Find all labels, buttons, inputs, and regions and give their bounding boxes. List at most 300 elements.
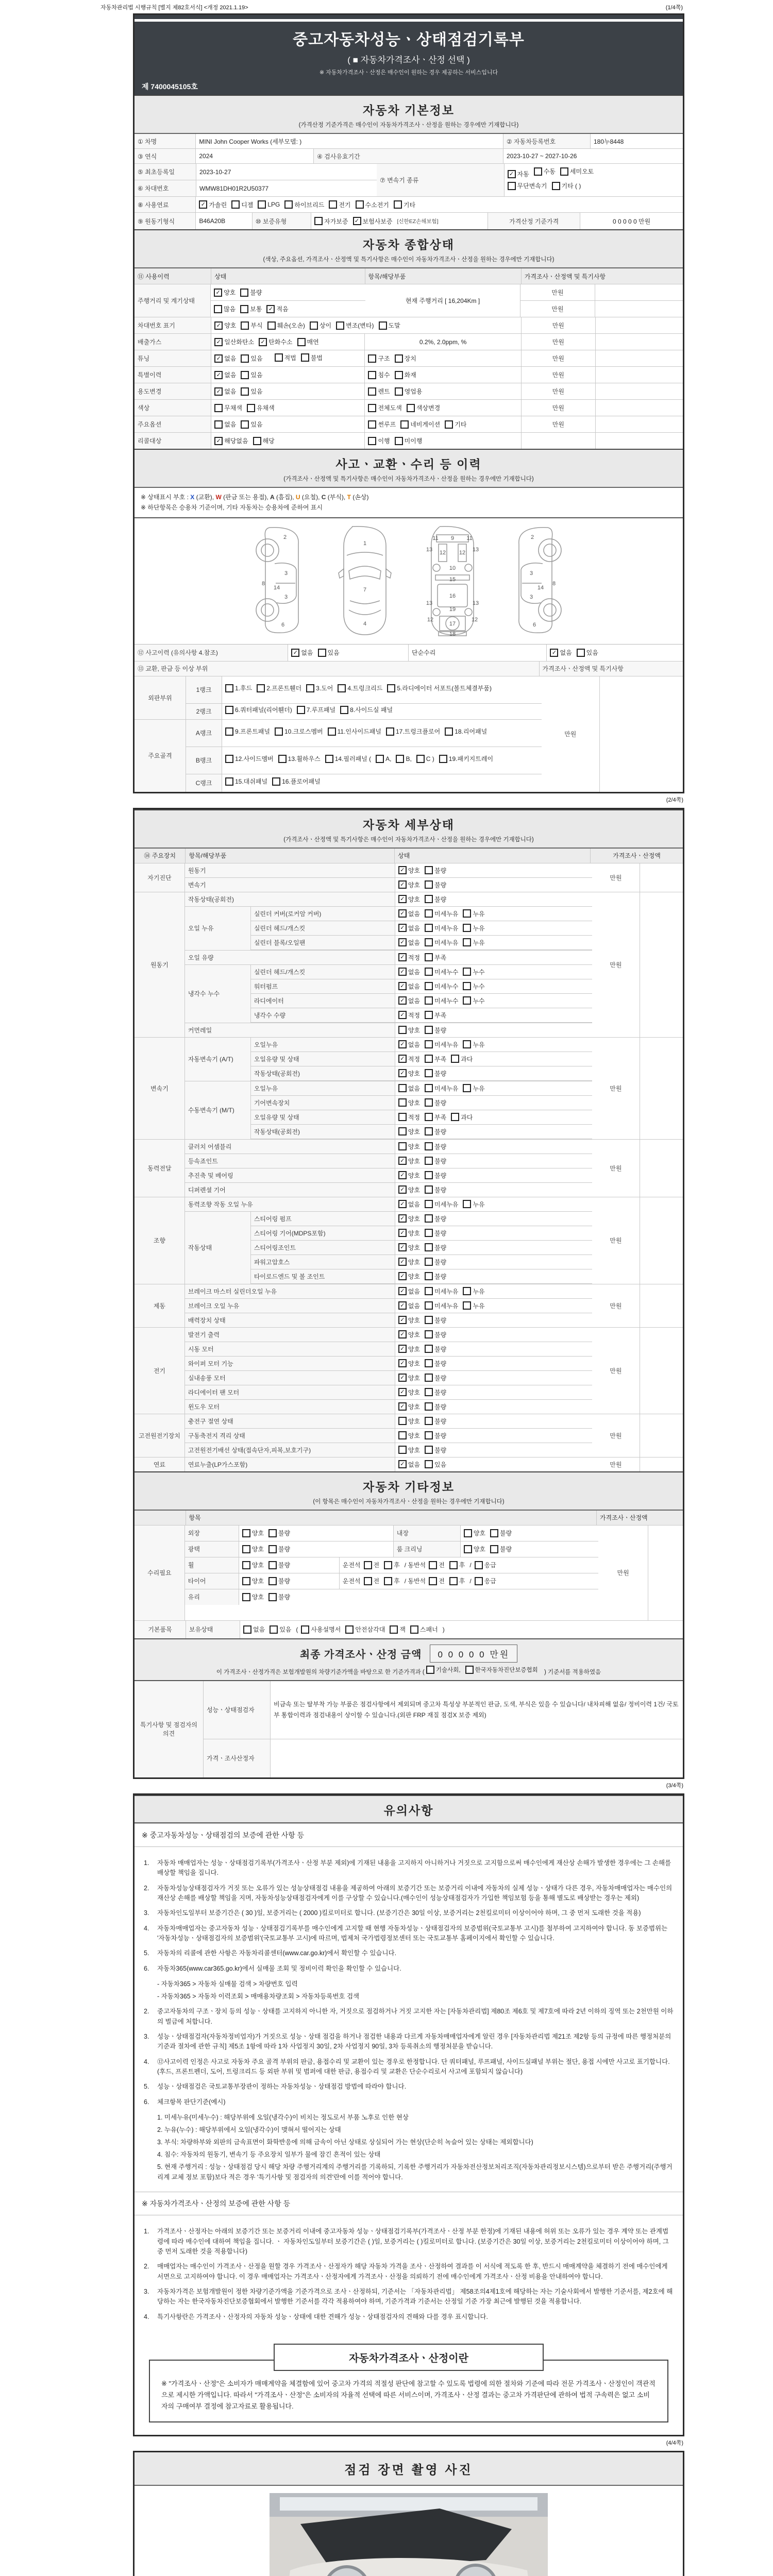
- checkbox-썬루프[interactable]: 썬루프: [368, 420, 396, 429]
- checkbox-미세누수[interactable]: 미세누수: [425, 968, 458, 976]
- checkbox-양호[interactable]: 양호: [242, 1561, 264, 1569]
- inline-text: 운전석: [342, 1562, 361, 1569]
- cell: 리콜대상: [135, 433, 211, 449]
- cell: B랭크: [186, 747, 222, 774]
- checkbox-누수[interactable]: 누수: [463, 982, 484, 991]
- inline-text: /: [469, 1577, 472, 1585]
- basic-info-title: 자동차 기본정보: [363, 104, 455, 117]
- final-price-band: [135, 1638, 683, 1681]
- checkbox-양호[interactable]: ✓ 양호: [398, 1243, 420, 1252]
- accident-history-rows: [135, 645, 683, 792]
- checkbox-전[interactable]: 전: [364, 1577, 380, 1585]
- checkbox-양호[interactable]: 양호: [398, 1417, 420, 1426]
- checkbox-양호[interactable]: 양호: [242, 1529, 264, 1537]
- notice-head-1: ※ 중고자동차성능ㆍ상태점검의 보증에 관한 사항 등: [135, 1823, 683, 1847]
- checkbox-후[interactable]: 후: [384, 1577, 400, 1585]
- checkbox-전체도색[interactable]: 전체도색: [368, 403, 401, 412]
- cell: 가격ㆍ조사산정자: [204, 1739, 271, 1777]
- checkbox-적정[interactable]: ✓ 적정: [398, 1011, 420, 1020]
- cell: [640, 863, 683, 892]
- cell: 냉각수 누수: [185, 965, 251, 1023]
- checkbox-19.패키지트레이[interactable]: 19.패키지트레이: [439, 754, 493, 765]
- checkbox-양호[interactable]: 양호: [464, 1529, 485, 1537]
- svg-text:11: 11: [432, 535, 439, 541]
- checkbox-누유[interactable]: 누유: [463, 909, 484, 918]
- detail-subrow: [251, 1066, 592, 1081]
- checkbox-없음[interactable]: 없음: [243, 1625, 265, 1634]
- page-box-3: [133, 1793, 684, 2437]
- checkbox-네비게이션[interactable]: 네비게이션: [400, 420, 440, 429]
- checkbox-불법[interactable]: 불법: [301, 353, 323, 362]
- checkbox-없음[interactable]: ✓ 없음: [398, 938, 420, 947]
- repair-group: [135, 1526, 683, 1621]
- checkbox-세미오토[interactable]: 세미오토: [560, 166, 594, 178]
- checkbox-15.대쉬패널[interactable]: 15.대쉬패널: [225, 776, 267, 788]
- final-price-label: 최종 가격조사ㆍ산정 금액: [299, 1649, 422, 1660]
- cell: 스티어링 기어(MDPS포함): [251, 1226, 395, 1240]
- checkbox-있음[interactable]: 있음: [241, 387, 262, 396]
- cell: 가격산정 기준가격: [488, 213, 580, 229]
- checkbox-수소전기[interactable]: 수소전기: [356, 200, 389, 209]
- checkbox-누유[interactable]: 누유: [463, 1040, 484, 1049]
- checkbox-누수[interactable]: 누수: [463, 996, 484, 1005]
- checkbox-미세누수[interactable]: 미세누수: [425, 982, 458, 991]
- checkbox-양호[interactable]: 양호: [398, 1142, 420, 1151]
- checkbox-양호[interactable]: ✓ 양호: [398, 880, 420, 889]
- checkbox-양호[interactable]: ✓ 양호: [398, 1374, 420, 1382]
- checkbox-양호[interactable]: ✓ 양호: [398, 1069, 420, 1078]
- checkbox-불량[interactable]: 불량: [425, 1142, 446, 1151]
- warranty-insurer: [신한EZ손해보험]: [397, 218, 439, 225]
- checkbox-12.사이드멤버[interactable]: 12.사이드멤버: [225, 754, 274, 765]
- checkbox-9.프론트패널[interactable]: 9.프론트패널: [225, 726, 270, 738]
- checkbox-불량[interactable]: 불량: [425, 1157, 446, 1165]
- checkbox-누유[interactable]: 누유: [463, 1301, 484, 1310]
- checkbox-적법[interactable]: 적법: [275, 353, 296, 362]
- checkbox-적정[interactable]: ✓ 적정: [398, 953, 420, 962]
- checkbox-미세누유[interactable]: 미세누유: [425, 1040, 458, 1049]
- checkbox-양호[interactable]: 양호: [464, 1545, 485, 1553]
- checkbox-전[interactable]: 전: [429, 1561, 445, 1569]
- checkbox-불량[interactable]: 불량: [425, 1229, 446, 1238]
- checkbox-해당없음[interactable]: ✓ 해당없음: [214, 436, 248, 445]
- basic-info-header: [135, 95, 683, 134]
- checkbox-있음[interactable]: 있음: [241, 420, 262, 429]
- checkbox-도말[interactable]: 도말: [379, 321, 400, 330]
- checkbox-양호[interactable]: ✓ 양호: [398, 895, 420, 904]
- notice-item: 4. ⑫사고이력 인정은 사고로 자동차 주요 골격 부위의 판금, 용접수리 및 교환이 있는 경우로 한정합니다. 단 쿼터패널, 루프패널, 사이드실패널 부위는 절단, 용접 시에만 사고로 표기합니다. (후드, 프론트펜더, 도어, 트렁크리드 등 외판 부위 및 범퍼에 대한 판금, 용접수리 및 교환은 단순수리로서 사고에 포함되지 않습니다): [144, 2058, 670, 2076]
- checkbox-양호[interactable]: ✓ 양호: [398, 1258, 420, 1266]
- cell: [395, 1212, 592, 1226]
- checkbox-양호[interactable]: 양호: [242, 1577, 264, 1585]
- checkbox-누유[interactable]: 누유: [463, 1200, 484, 1209]
- inline-text: (: [296, 1625, 298, 1633]
- checkbox-없음[interactable]: ✓ 없음: [398, 1040, 420, 1049]
- checkbox-양호[interactable]: ✓ 양호: [398, 1185, 420, 1194]
- checkbox-훼손(오손)[interactable]: 훼손(오손): [267, 321, 305, 330]
- cell: [547, 645, 683, 661]
- checkbox-양호[interactable]: ✓ 양호: [398, 1229, 420, 1238]
- checkbox-없음[interactable]: 없음: [214, 420, 236, 429]
- checkbox-3.도어[interactable]: 3.도어: [306, 683, 333, 694]
- checkbox-수동[interactable]: 수동: [534, 166, 556, 178]
- cell: ⑩ 보증유형: [253, 213, 311, 229]
- checkbox-18.리어패널[interactable]: 18.리어패널: [445, 726, 487, 738]
- checkbox-불량[interactable]: 불량: [425, 1345, 446, 1353]
- checkbox-매연[interactable]: 매연: [297, 337, 319, 346]
- checkbox-보험사보증[interactable]: ✓ 보험사보증: [353, 217, 393, 226]
- checkbox-없음[interactable]: ✓ 없음: [550, 648, 572, 657]
- checkbox-양호[interactable]: ✓ 양호: [398, 1272, 420, 1281]
- checkbox-양호[interactable]: ✓ 양호: [398, 1316, 420, 1325]
- checkbox-불량[interactable]: 불량: [425, 1402, 446, 1411]
- cell: 만원: [592, 1284, 640, 1327]
- cell: [596, 433, 683, 449]
- page-marker-3: (3/4쪽): [666, 1782, 683, 1789]
- svg-text:10: 10: [449, 565, 456, 571]
- cell: 충전구 절연 상태: [185, 1414, 395, 1428]
- checkbox-과다[interactable]: 과다: [451, 1113, 473, 1122]
- checkbox-부식[interactable]: 부식: [241, 321, 262, 330]
- checkbox-불량[interactable]: 불량: [425, 1417, 446, 1426]
- checkbox-불량[interactable]: 불량: [490, 1545, 512, 1553]
- cell: 워터펌프: [251, 979, 395, 993]
- checkbox-11.인사이드패널[interactable]: 11.인사이드패널: [328, 726, 381, 738]
- checkbox-불량[interactable]: 불량: [425, 1446, 446, 1454]
- checkbox-C )[interactable]: C ): [416, 754, 434, 765]
- checkbox-양호[interactable]: ✓ 양호: [398, 1402, 420, 1411]
- current-mileage: 현재 주행거리 [ 16,204Km ]: [405, 297, 480, 304]
- checkbox-양호[interactable]: ✓ 양호: [398, 1330, 420, 1339]
- checkbox-있음[interactable]: 있음: [425, 1460, 446, 1469]
- checkbox-해당[interactable]: 해당: [253, 436, 275, 445]
- checkbox-없음[interactable]: ✓ 없음: [398, 1460, 420, 1469]
- checkbox-변조(변타)[interactable]: 변조(변타): [336, 321, 374, 330]
- svg-text:12: 12: [427, 616, 434, 623]
- checkbox-없음[interactable]: ✓ 없음: [398, 909, 420, 918]
- detail-subgroup: [185, 1081, 592, 1139]
- checkbox-14.필러패널 ([interactable]: 14.필러패널 (: [325, 754, 371, 765]
- etc-header: [135, 1471, 683, 1511]
- checkbox-있음[interactable]: 있음: [318, 648, 340, 657]
- device-group-조향: [135, 1197, 683, 1284]
- checkbox-부족[interactable]: 부족: [425, 953, 446, 962]
- checkbox-미세누유[interactable]: 미세누유: [425, 909, 458, 918]
- checkbox-적음[interactable]: ✓ 적음: [266, 304, 288, 313]
- checkbox-16.플로어패널[interactable]: 16.플로어패널: [272, 776, 321, 788]
- cell: [222, 747, 542, 774]
- checkbox-양호[interactable]: 양호: [398, 1127, 420, 1136]
- checkbox-상이[interactable]: 상이: [310, 321, 331, 330]
- cell: 만원: [522, 317, 596, 333]
- cell: 타이어: [185, 1573, 239, 1589]
- cell: [239, 1526, 394, 1541]
- checkbox-장치[interactable]: 장치: [395, 354, 416, 363]
- checkbox-있음[interactable]: 있음: [241, 354, 262, 363]
- checkbox-LPG[interactable]: LPG: [258, 200, 280, 209]
- checkbox-안전삼각대[interactable]: 안전삼각대: [345, 1625, 385, 1634]
- checkbox-양호[interactable]: 양호: [398, 1098, 420, 1107]
- cell: 연료: [135, 1458, 185, 1471]
- cell: 만원: [522, 334, 596, 350]
- checkbox-불량[interactable]: 불량: [268, 1577, 290, 1585]
- checkbox-미세누유[interactable]: 미세누유: [425, 1287, 458, 1296]
- checkbox-한국자동차진단보증협회[interactable]: 한국자동차진단보증협회: [465, 1666, 538, 1674]
- table-row: [135, 149, 683, 164]
- checkbox-10.크로스멤버[interactable]: 10.크로스멤버: [275, 726, 323, 738]
- checkbox-양호[interactable]: 양호: [398, 1026, 420, 1035]
- checkbox-불량[interactable]: 불량: [268, 1561, 290, 1569]
- checkbox-없음[interactable]: ✓ 없음: [398, 1301, 420, 1310]
- detail-subrow: [251, 1081, 592, 1096]
- pricing-definition-title: 자동차가격조사ㆍ산정이란: [274, 2344, 544, 2371]
- checkbox-없음[interactable]: ✓ 없음: [398, 968, 420, 976]
- checkbox-5.라디에이터 서포트(볼트체결부품)[interactable]: 5.라디에이터 서포트(볼트체결부품): [387, 683, 492, 694]
- checkbox-양호[interactable]: ✓ 양호: [214, 288, 236, 297]
- checkbox-4.트렁크리드[interactable]: 4.트렁크리드: [338, 683, 382, 694]
- checkbox-누유[interactable]: 누유: [463, 924, 484, 933]
- checkbox-양호[interactable]: ✓ 양호: [214, 321, 236, 330]
- detail-subgroup: [185, 1038, 592, 1081]
- checkbox-누유[interactable]: 누유: [463, 1084, 484, 1093]
- checkbox-불량[interactable]: 불량: [425, 1330, 446, 1339]
- checkbox-많음[interactable]: 많음: [214, 304, 236, 313]
- checkbox-6.쿼터패널(리어휀더)[interactable]: 6.쿼터패널(리어휀더): [225, 705, 292, 716]
- page-box-2: [133, 808, 684, 1779]
- checkbox-없음[interactable]: ✓ 없음: [398, 1287, 420, 1296]
- checkbox-없음[interactable]: ✓ 없음: [291, 648, 313, 657]
- cell: [395, 1385, 592, 1399]
- checkbox-누유[interactable]: 누유: [463, 1287, 484, 1296]
- checkbox-8.사이드실 패널[interactable]: 8.사이드실 패널: [340, 705, 393, 716]
- checkbox-디젤[interactable]: 디젤: [231, 200, 253, 209]
- checkbox-미세누유[interactable]: 미세누유: [425, 938, 458, 947]
- checkbox-불량[interactable]: 불량: [425, 1171, 446, 1180]
- checkbox-없음[interactable]: ✓ 없음: [214, 354, 236, 363]
- checkbox-전기[interactable]: 전기: [329, 200, 350, 209]
- checkbox-불량[interactable]: 불량: [425, 1069, 446, 1078]
- checkbox-미세누유[interactable]: 미세누유: [425, 1200, 458, 1209]
- checkbox-미세누유[interactable]: 미세누유: [425, 1084, 458, 1093]
- cell: [395, 1023, 592, 1037]
- rank-row: [186, 704, 542, 719]
- checkbox-양호[interactable]: ✓ 양호: [398, 1345, 420, 1353]
- checkbox-양호[interactable]: ✓ 양호: [398, 866, 420, 875]
- checkbox-불량[interactable]: 불량: [425, 1127, 446, 1136]
- checkbox-없음[interactable]: ✓ 없음: [214, 387, 236, 396]
- checkbox-무단변속기[interactable]: 무단변속기: [508, 180, 547, 192]
- checkbox-양호[interactable]: ✓ 양호: [398, 1171, 420, 1180]
- checkbox-전[interactable]: 전: [364, 1561, 380, 1569]
- checkbox-부족[interactable]: 부족: [425, 1011, 446, 1020]
- checkbox-양호[interactable]: ✓ 양호: [398, 1359, 420, 1368]
- pricing-definition-box: [149, 2344, 668, 2422]
- checkbox-1.후드[interactable]: 1.후드: [225, 683, 252, 694]
- checkbox-없음[interactable]: ✓ 없음: [398, 982, 420, 991]
- checkbox-일산화탄소[interactable]: ✓ 일산화탄소: [214, 337, 254, 346]
- checkbox-양호[interactable]: ✓ 양호: [398, 1214, 420, 1223]
- checkbox-기술사회,[interactable]: 기술사회,: [426, 1666, 461, 1674]
- checkbox-전[interactable]: 전: [429, 1577, 445, 1585]
- checkbox-미세누유[interactable]: 미세누유: [425, 1301, 458, 1310]
- checkbox-미세누유[interactable]: 미세누유: [425, 924, 458, 933]
- checkbox-영업용[interactable]: 영업용: [395, 387, 423, 396]
- checkbox-불량[interactable]: 불량: [425, 1098, 446, 1107]
- checkbox-구조[interactable]: 구조: [368, 354, 390, 363]
- legend-prefix: ※ 상태표시 부호 :: [141, 494, 191, 501]
- checkbox-누수[interactable]: 누수: [463, 968, 484, 976]
- checkbox-양호[interactable]: 양호: [242, 1592, 264, 1601]
- checkbox-과다[interactable]: 과다: [451, 1055, 473, 1063]
- checkbox-화재[interactable]: 화재: [395, 370, 416, 379]
- checkbox-렌트[interactable]: 렌트: [368, 387, 390, 396]
- checkbox-불량[interactable]: 불량: [268, 1545, 290, 1553]
- checkbox-침수[interactable]: 침수: [368, 370, 390, 379]
- checkbox-불량[interactable]: 불량: [268, 1529, 290, 1537]
- checkbox-있음[interactable]: 있음: [270, 1625, 291, 1634]
- cell: 작동상태: [185, 1212, 251, 1284]
- checkbox-불량[interactable]: 불량: [425, 1185, 446, 1194]
- checkbox-없음[interactable]: ✓ 없음: [398, 924, 420, 933]
- checkbox-응급[interactable]: 응급: [475, 1561, 496, 1569]
- detail-subrow: [251, 1241, 592, 1255]
- checkbox-후[interactable]: 후: [449, 1577, 465, 1585]
- checkbox-양호[interactable]: ✓ 양호: [398, 1157, 420, 1165]
- checkbox-불량[interactable]: 불량: [425, 866, 446, 875]
- cell: [222, 676, 542, 703]
- checkbox-불량[interactable]: 불량: [425, 1258, 446, 1266]
- checkbox-불량[interactable]: 불량: [425, 1026, 446, 1035]
- table-row: [135, 317, 683, 334]
- cell: 용도변경: [135, 383, 211, 399]
- checkbox-없음[interactable]: ✓ 없음: [398, 1200, 420, 1209]
- checkbox-기타 ( )[interactable]: 기타 ( ): [552, 180, 581, 192]
- cell: 만원: [592, 1458, 640, 1471]
- notice-item: 2. 자동차성능상태점검자가 거짓 또는 오류가 있는 성능상태점검 내용을 제공하여 아래의 보증기간 또는 보증거리 이내에 자동차의 실제 성능ㆍ상태가 다른 경우, 자동차매매업자는 매수인의 재산상 손해를 배상할 책임을 지며, 자동차성능상태점검자에게 이를 구상할 수 있습니다.(매수인이 성능상태점검자가 가입한 책임보험 등을 통해 별도로 배상받는 경우는 제외): [144, 1884, 673, 1902]
- checkbox-사용설명서[interactable]: 사용설명서: [301, 1625, 341, 1634]
- checkbox-자동[interactable]: ✓ 자동: [508, 168, 529, 180]
- checkbox-부족[interactable]: 부족: [425, 1113, 446, 1122]
- checkbox-스패너[interactable]: 스패너: [410, 1625, 438, 1634]
- basic-info-table: [135, 134, 683, 229]
- cell: [365, 350, 521, 366]
- cell: [211, 350, 365, 366]
- checkbox-있음[interactable]: 있음: [577, 648, 598, 657]
- checkbox-유채색[interactable]: 유채색: [247, 403, 275, 412]
- checkbox-불량[interactable]: 불량: [268, 1592, 290, 1601]
- checkbox-후[interactable]: 후: [449, 1561, 465, 1569]
- checkbox-불량[interactable]: 불량: [425, 1359, 446, 1368]
- car-side-view-right: [512, 523, 563, 637]
- checkbox-불량[interactable]: 불량: [425, 895, 446, 904]
- checkbox-있음[interactable]: 있음: [241, 370, 262, 379]
- checkbox-B,[interactable]: B,: [396, 754, 411, 765]
- checkbox-불량[interactable]: 불량: [425, 1214, 446, 1223]
- checkbox-색상변경[interactable]: 색상변경: [407, 403, 440, 412]
- checkbox-응급[interactable]: 응급: [475, 1577, 496, 1585]
- cell: [640, 1414, 683, 1457]
- checkbox-불량[interactable]: 불량: [490, 1529, 512, 1537]
- checkbox-7.루프패널[interactable]: 7.루프패널: [297, 705, 335, 716]
- checkbox-하이브리드[interactable]: 하이브리드: [284, 200, 324, 209]
- cell: [395, 979, 592, 993]
- cell: [135, 1511, 186, 1525]
- checkbox-후[interactable]: 후: [384, 1561, 400, 1569]
- cell: 배출가스: [135, 334, 211, 350]
- checkbox-누유[interactable]: 누유: [463, 938, 484, 947]
- form-title: 중고자동차성능ㆍ상태점검기록부: [293, 31, 525, 48]
- cell: 성능ㆍ상태점검자: [204, 1681, 271, 1739]
- detail-subrow: [251, 936, 592, 950]
- checkbox-불량[interactable]: 불량: [240, 288, 262, 297]
- state-code-T: T (손상): [347, 494, 369, 501]
- checkbox-없음[interactable]: ✓ 없음: [214, 370, 236, 379]
- svg-text:12: 12: [471, 616, 478, 623]
- checkbox-기타[interactable]: 기타: [445, 420, 466, 429]
- checkbox-자가보증[interactable]: 자가보증: [314, 217, 348, 226]
- checkbox-불량[interactable]: 불량: [425, 880, 446, 889]
- checkbox-무채색[interactable]: 무채색: [214, 403, 242, 412]
- checkbox-미세누수[interactable]: 미세누수: [425, 996, 458, 1005]
- checkbox-없음[interactable]: 없음: [398, 1084, 420, 1093]
- checkbox-양호[interactable]: ✓ 양호: [398, 1388, 420, 1397]
- cell: 특기사항 및 점검자의 의견: [135, 1681, 204, 1777]
- checkbox-불량[interactable]: 불량: [425, 1272, 446, 1281]
- detail-note: (가격조사ㆍ산정액 및 특기사항은 매수인이 자동차가격조사ㆍ산정을 원하는 경우에만 기재합니다): [283, 836, 534, 843]
- checkbox-불량[interactable]: 불량: [425, 1431, 446, 1440]
- checkbox-17.트렁크플로어[interactable]: 17.트렁크플로어: [386, 726, 440, 738]
- cell: [505, 164, 683, 196]
- checkbox-양호[interactable]: 양호: [398, 1431, 420, 1440]
- checkbox-잭[interactable]: 잭: [390, 1625, 406, 1634]
- checkbox-13.휠하우스[interactable]: 13.휠하우스: [278, 754, 321, 765]
- checkbox-미이행[interactable]: 미이행: [395, 436, 423, 445]
- checkbox-없음[interactable]: ✓ 없음: [398, 996, 420, 1005]
- checkbox-불량[interactable]: 불량: [425, 1243, 446, 1252]
- cell: 제동: [135, 1284, 185, 1327]
- table-row: [135, 416, 683, 433]
- accident-legend: [135, 488, 683, 518]
- svg-text:2: 2: [530, 534, 534, 540]
- cell: [211, 334, 365, 350]
- checkbox-2.프론트휀더[interactable]: 2.프론트휀더: [257, 683, 301, 694]
- detail-row: [185, 1299, 592, 1313]
- cell: WMW81DH01R2U50377: [199, 184, 269, 192]
- cell: 자기진단: [135, 863, 185, 892]
- checkbox-보통[interactable]: 보통: [240, 304, 262, 313]
- notice-header: [135, 1795, 683, 1823]
- cell: 파워고압호스: [251, 1255, 395, 1269]
- checkbox-적정[interactable]: 적정: [398, 1113, 420, 1122]
- checkbox-불량[interactable]: 불량: [425, 1388, 446, 1397]
- checkbox-이행[interactable]: 이행: [368, 436, 390, 445]
- checkbox-탄화수소[interactable]: ✓ 탄화수소: [259, 337, 292, 346]
- checkbox-불량[interactable]: 불량: [425, 1316, 446, 1325]
- detail-row: [185, 1429, 592, 1443]
- checkbox-적정[interactable]: ✓ 적정: [398, 1055, 420, 1063]
- checkbox-불량[interactable]: 불량: [425, 1374, 446, 1382]
- table-row: [135, 350, 683, 367]
- checkbox-A,[interactable]: A,: [376, 754, 391, 765]
- svg-text:4: 4: [363, 620, 367, 627]
- document-number: 제 7400045105호: [142, 82, 198, 91]
- checkbox-가솔린[interactable]: ✓ 가솔린: [199, 200, 227, 209]
- checkbox-양호[interactable]: 양호: [242, 1545, 264, 1553]
- checkbox-기타[interactable]: 기타: [394, 200, 415, 209]
- checkbox-양호[interactable]: 양호: [398, 1446, 420, 1454]
- svg-text:7: 7: [363, 586, 367, 593]
- checkbox-부족[interactable]: 부족: [425, 1055, 446, 1063]
